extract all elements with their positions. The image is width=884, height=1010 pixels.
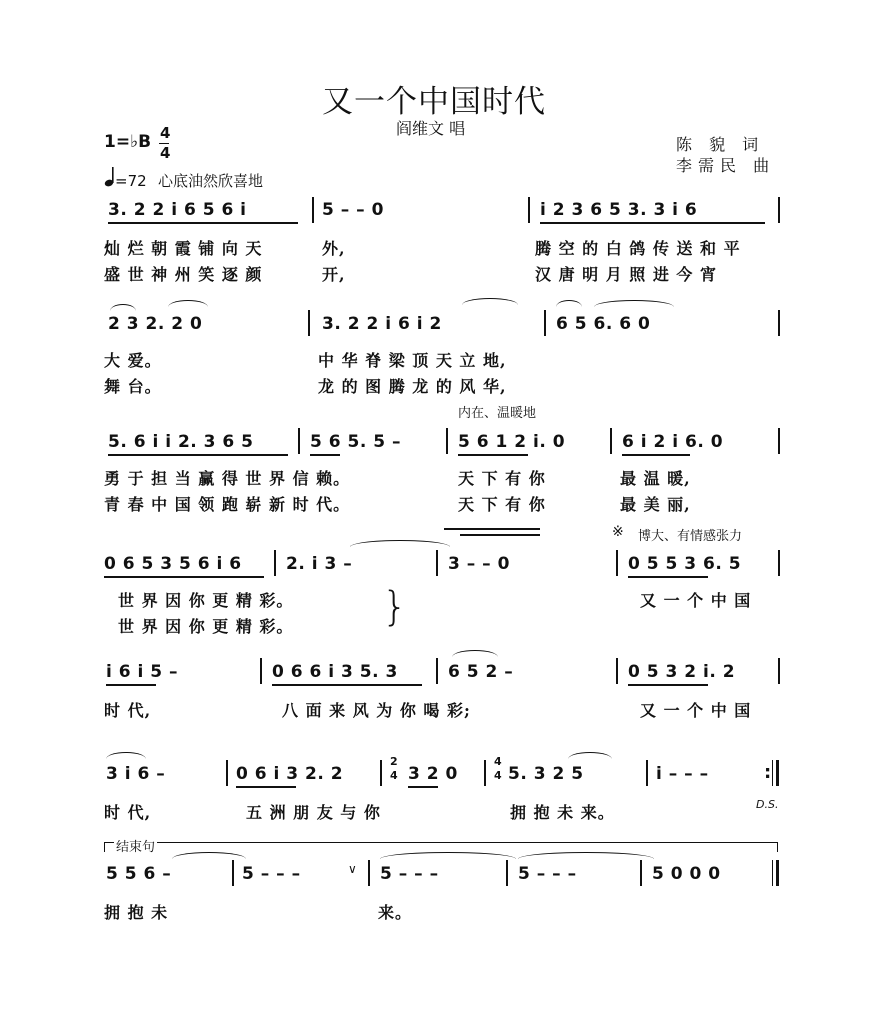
beam-underline [622,454,690,456]
notes-bar: 5 5 6 – [106,864,172,884]
lyric-line: 腾 空 的 白 鸽 传 送 和 平 [535,239,741,258]
barline [436,658,438,684]
beam-underline [108,222,298,224]
notes-bar: 0 6 6 i 3 5. 3 [272,662,398,682]
slur [594,300,674,307]
lyric-line: 勇 于 担 当 赢 得 世 界 信 赖。 [104,469,351,488]
beam-underline [104,576,264,578]
beam-underline [628,684,708,686]
beam-underline [106,684,156,686]
barline [368,860,370,886]
lyricist-credit: 陈 貌 词 [676,135,765,154]
lyric-line: 舞 台。 [104,377,162,396]
beam-underline [236,786,296,788]
notes-bar: i 2 3 6 5 3. 3 i 6 [540,200,698,220]
notes-bar: 5 6 5. 5 – [310,432,401,452]
lyric-line: 世 界 因 你 更 精 彩。 [118,591,294,610]
lyric-line: 中 华 脊 梁 顶 天 立 地, [318,351,507,370]
notes-bar: 3. 2 2 i 6 5 6 i [108,200,247,220]
coda-bracket-line [104,842,778,843]
lyric-line: 来。 [378,903,413,922]
barline [528,197,530,223]
notes-bar: 2 3 2. 2 0 [108,314,203,334]
lyric-line: 五 洲 朋 友 与 你 [246,803,381,822]
slur [172,852,246,859]
notes-bar: 5 – – – [380,864,439,884]
repeat-dots: : [764,762,772,783]
beam-underline [628,576,708,578]
beam-underline [540,222,765,224]
barline [616,658,618,684]
notes-bar: 5 – – 0 [322,200,384,220]
lyric-line: 又 一 个 中 国 [640,701,752,720]
lyric-line: 世 界 因 你 更 精 彩。 [118,617,294,636]
slur [462,298,518,305]
repeat-barline-thin [772,760,773,786]
notes-bar: 0 5 3 2 i. 2 [628,662,736,682]
barline [646,760,648,786]
slur [350,540,450,547]
key-signature: 1=♭B [104,132,152,152]
time-change-bottom: 4 [494,769,502,782]
time-signature-top: 4 [160,124,171,142]
brace: } [382,584,408,630]
barline [506,860,508,886]
notes-bar: i – – – [656,764,709,784]
notes-bar: 5. 6 i i 2. 3 6 5 [108,432,254,452]
notes-bar: 3 i 6 – [106,764,166,784]
barline [610,428,612,454]
barline [446,428,448,454]
lyric-line: 最 美 丽, [620,495,691,514]
notes-bar: 5 – – – [242,864,301,884]
coda-bracket-end [777,842,778,852]
barline [274,550,276,576]
notes-bar: 5. 3 2 5 [508,764,584,784]
barline [778,197,780,223]
notes-bar: 3 2 0 [408,764,458,784]
barline [312,197,314,223]
barline [260,658,262,684]
breath-mark: ∨ [348,862,357,876]
coda-bracket [104,842,105,852]
beam-underline [408,786,438,788]
crescendo-line [444,528,540,530]
slur [110,304,136,311]
expression-marking: 博大、有情感张力 [638,529,743,544]
time-change-top: 4 [494,755,502,768]
notes-bar: 2. i 3 – [286,554,353,574]
lyric-line: 最 温 暖, [620,469,691,488]
barline [616,550,618,576]
lyric-line: 灿 烂 朝 霞 铺 向 天 [104,239,263,258]
notes-bar: 6 5 2 – [448,662,514,682]
expression-marking: 内在、温暖地 [458,406,537,421]
barline [308,310,310,336]
notes-bar: 0 6 5 3 5 6 i 6 [104,554,242,574]
slur [556,300,582,307]
notes-bar: 0 6 i 3 2. 2 [236,764,344,784]
barline [640,860,642,886]
lyric-line: 青 春 中 国 领 跑 崭 新 时 代。 [104,495,351,514]
repeat-barline-thick [776,760,779,786]
barline [436,550,438,576]
notes-bar: 6 5 6. 6 0 [556,314,651,334]
barline [484,760,486,786]
final-barline-thick [776,860,779,886]
lyric-line: 大 爱。 [104,351,162,370]
barline [226,760,228,786]
slur [106,752,146,759]
final-barline-thin [772,860,773,886]
barline [778,658,780,684]
barline [298,428,300,454]
lyric-line: 时 代, [104,701,152,720]
beam-underline [310,454,340,456]
notes-bar: 3. 2 2 i 6 i 2 [322,314,442,334]
lyric-line: 汉 唐 明 月 照 进 今 宵 [535,265,717,284]
lyric-line: 盛 世 神 州 笑 逐 颜 [104,265,263,284]
expression-marking: 心底油然欣喜地 [158,172,264,190]
barline [778,550,780,576]
notes-bar: 6 i 2 i 6. 0 [622,432,724,452]
lyric-line: 八 面 来 风 为 你 喝 彩; [282,701,471,720]
lyric-line: 拥 抱 未 [104,903,169,922]
singer-credit: 阎维文 唱 [396,119,466,138]
composer-credit: 李需民 曲 [676,156,776,175]
notes-bar: 0 5 5 3 6. 5 [628,554,742,574]
time-signature-bottom: 4 [160,144,171,162]
tempo-marking: =72 [115,172,147,190]
lyric-line: 时 代, [104,803,152,822]
lyric-line: 开, [322,265,346,284]
lyric-line: 拥 抱 未 来。 [510,803,615,822]
page-title: 又一个中国时代 [322,84,546,120]
beam-underline [458,454,528,456]
notes-bar: 5 – – – [518,864,577,884]
slur [568,752,612,759]
segno-icon: ※ [612,524,624,540]
coda-label: 结束句 [114,836,157,855]
lyric-line: 天 下 有 你 [458,495,546,514]
notes-bar: 5 6 1 2 i. 0 [458,432,566,452]
slur [452,650,498,657]
time-change-bottom: 4 [390,769,398,782]
notes-bar: 5 0 0 0 [652,864,721,884]
barline [232,860,234,886]
notes-bar: 3 – – 0 [448,554,510,574]
lyric-line: 龙 的 图 腾 龙 的 风 华, [318,377,507,396]
barline [778,428,780,454]
crescendo-line [460,534,540,536]
barline [380,760,382,786]
ds-marking: D.S. [756,798,779,811]
beam-underline [108,454,288,456]
beam-underline [272,684,422,686]
lyric-line: 天 下 有 你 [458,469,546,488]
slur [380,852,516,859]
barline [544,310,546,336]
slur [168,300,208,307]
lyric-line: 又 一 个 中 国 [640,591,752,610]
notes-bar: i 6 i 5 – [106,662,178,682]
slur [518,852,654,859]
lyric-line: 外, [322,239,346,258]
barline [778,310,780,336]
time-change-top: 2 [390,755,398,768]
